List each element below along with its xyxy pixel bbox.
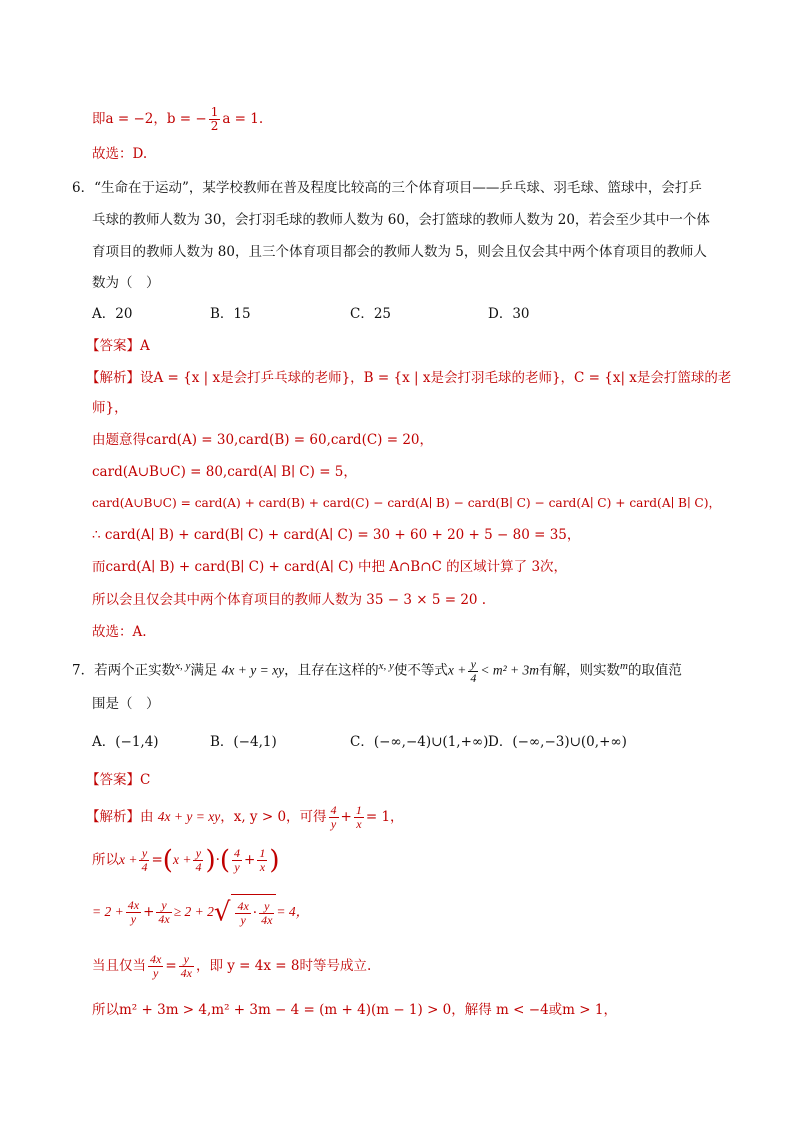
q7-options [92,732,627,752]
q6-stem-line-3: 育项目的教师人数为 80，且三个体育项目都会的教师人数为 5，则会且仅会其中两个体育项目的教师人 [92,244,707,260]
q7-analysis-label: 【解析】 [86,809,140,825]
q7-analysis-line-4: 当且仅当 $\frac{4x}{y}$ = $\frac{y}{4x}$ ，即 y = 4x = 8时等号成立. [92,952,372,980]
q6-analysis-line-5: card(A∪B∪C) = card(A) + card(B) + card(C) − card(A∣ B) − card(B∣ C) − card(A∣ C) + card(A∣ B∣ C)， [92,496,721,510]
q6-options [92,304,530,324]
q6-select: 故选：A. [92,624,147,640]
q7-stem-line-2: 围是（ ） [92,696,160,712]
q5-fraction: $\frac{1}{2}$ [210,105,219,133]
q7-option-b: B．(−4,1) [210,734,277,750]
q6-stem-line-2: 乓球的教师人数为 30，会打羽毛球的教师人数为 60，会打篮球的教师人数为 20，若会至少其中一个体 [92,212,710,228]
q7-stem-line-1: 7．若两个正实数$^{x, y}$满足 4x + y = xy，且存在这样的$^{x, y}$使不等式x + $\frac{y}{4}$ < m² + 3m有解，则实数$^m$的取值范 [72,656,682,685]
q6-number: 6． [72,180,95,196]
q6-analysis-line-4: card(A∪B∪C) = 80,card(A∣ B∣ C) = 5， [92,464,357,480]
q7-fraction-y-over-4: $\frac{y}{4}$ [470,656,477,685]
q7-analysis-line-3: = 2 + $\frac{4x}{y}$ + $\frac{y}{4x}$ ≥ 2 + 2√ $\frac{4x}{y}$ · $\frac{y}{4x}$ = 4， [92,894,309,931]
q6-analysis-line-2: 师}， [92,400,128,416]
sqrt-icon: √ [213,897,231,928]
q6-option-d: D．30 [488,306,530,322]
q6-analysis-label: 【解析】 [86,370,140,386]
q5-select: 故选：D. [92,146,148,162]
q6-option-c: C．25 [350,306,392,322]
q6-option-a: A．20 [92,306,133,322]
q6-analysis-line-8: 所以会且仅会其中两个体育项目的教师人数为 35 − 3 × 5 = 20 . [92,592,487,608]
q7-option-c: C．(−∞,−4)∪(1,+∞) [350,734,489,750]
q5-result-line [92,106,263,133]
q6-analysis-line-7: 而card(A∣ B) + card(B∣ C) + card(A∣ C) 中把 A∩B∩C 的区域计算了 3次， [92,559,568,575]
q7-answer: 【答案】C [86,772,151,788]
q7-option-d: D．(−∞,−3)∪(0,+∞) [488,734,627,750]
q7-analysis-line-5: 所以m² + 3m > 4,m² + 3m − 4 = (m + 4)(m − 1) > 0，解得 m < −4或m > 1， [92,1002,617,1018]
q6-analysis-line-1: 【解析】设A = {x | x是会打乒乓球的老师}，B = {x | x是会打羽毛球的老师}，C = {x| x是会打篮球的老 [86,370,732,386]
q7-analysis-line-2: 所以x + $\frac{y}{4}$ =(x + $\frac{y}{4}$ )·( $\frac{4}{y}$ + $\frac{1}{x}$ ) [92,845,280,876]
q5-result-end: a = 1. [222,111,264,127]
q6-stem-line-1: 6．“生命在于运动”，某学校教师在普及程度比较高的三个体育项目——乒乓球、羽毛球、篮球中，会打乒 [72,180,702,196]
q7-number: 7． [72,662,95,679]
q6-option-b: B．15 [210,306,251,322]
q5-result-text: 即a = −2，b = − [92,111,207,127]
q6-answer: 【答案】A [86,338,150,354]
q6-analysis-line-3: 由题意得card(A) = 30,card(B) = 60,card(C) = 20， [92,432,434,448]
q6-stem-line-4: 数为（ ） [92,275,160,291]
q7-analysis-line-1: 【解析】由 4x + y = xy，x, y > 0，可得 $\frac{4}{y}$ + $\frac{1}{x}$ = 1， [86,803,404,831]
q7-option-a: A．(−1,4) [92,734,159,750]
q6-analysis-line-6: ∴ card(A∣ B) + card(B∣ C) + card(A∣ C) = 30 + 60 + 20 + 5 − 80 = 35， [92,527,581,543]
